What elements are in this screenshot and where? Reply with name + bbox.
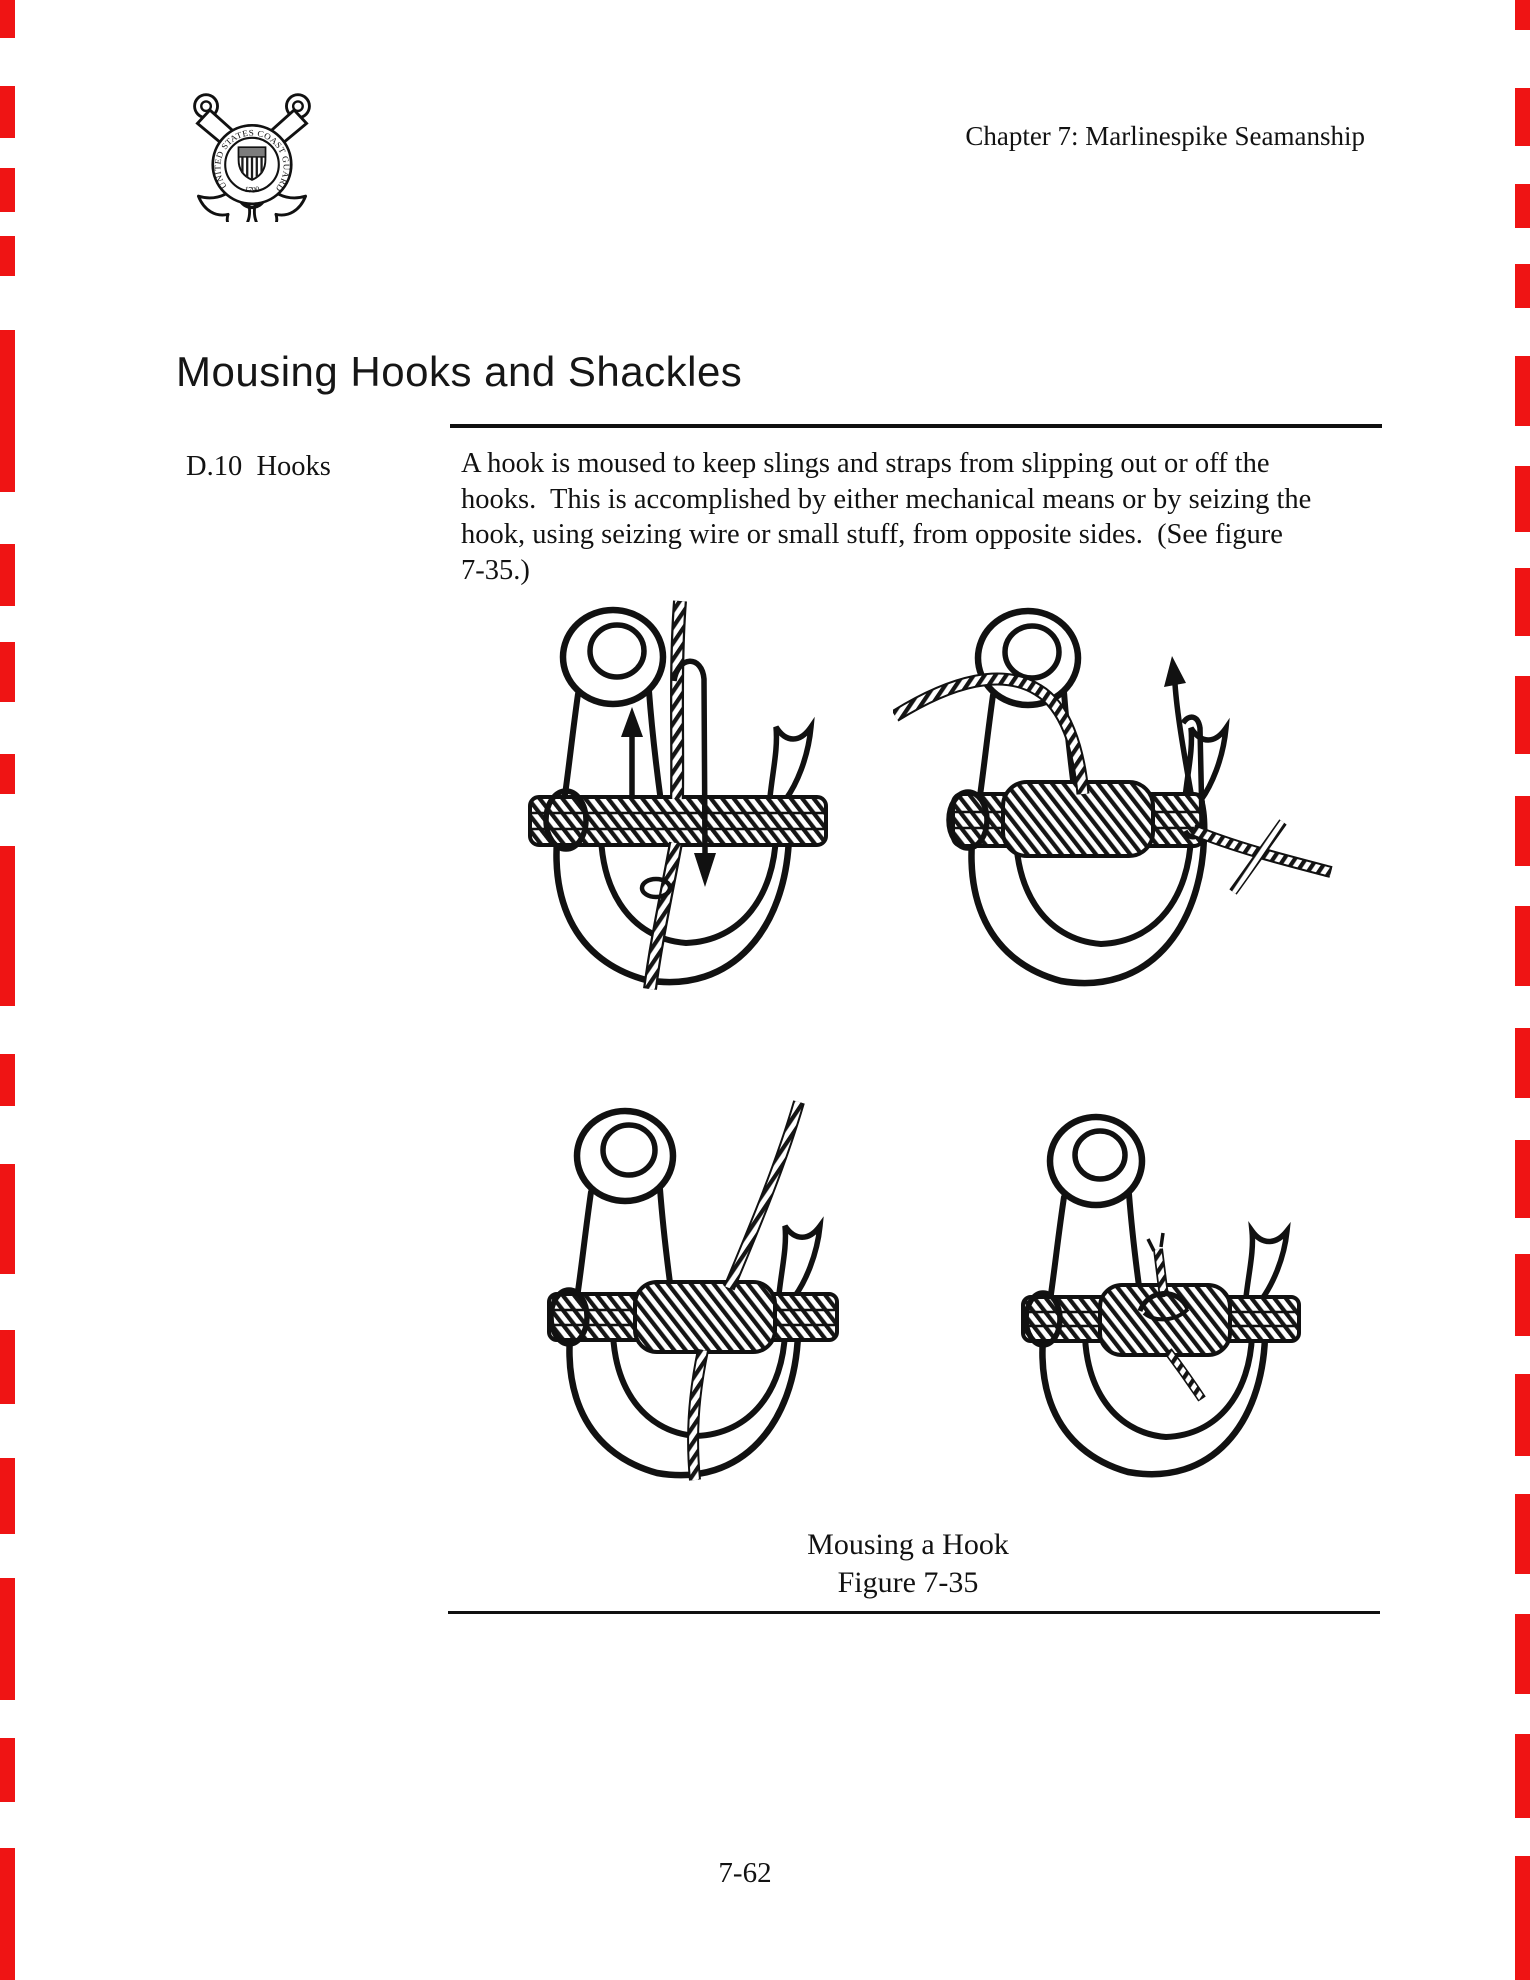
figure-step-4-hook-illustration — [1018, 1105, 1305, 1483]
bottom-rule — [448, 1611, 1380, 1614]
scan-edge-mark — [1515, 88, 1530, 146]
scan-edge-mark — [0, 330, 15, 492]
seal-ring-text: UNITED STATES COAST GUARD — [212, 127, 292, 194]
scan-edge-mark — [1515, 1734, 1530, 1818]
scan-edge-mark — [1515, 1028, 1530, 1098]
scan-edge-mark — [1515, 1374, 1530, 1456]
figure-step-1-hook-illustration — [528, 597, 832, 991]
scan-edge-mark — [0, 1458, 15, 1534]
scan-edge-mark — [1515, 0, 1530, 30]
scan-edge-mark — [1515, 466, 1530, 532]
scan-edge-mark — [1515, 676, 1530, 754]
body-line: hooks. This is accomplished by either mechanical means or by seizing the — [461, 483, 1312, 515]
scan-edge-mark — [0, 1054, 15, 1106]
scan-edge-mark — [0, 1330, 15, 1404]
scan-edge-mark — [1515, 796, 1530, 866]
scan-edge-mark — [1515, 1254, 1530, 1336]
scan-edge-mark — [0, 1164, 15, 1274]
right-edge-marks — [1515, 0, 1530, 1980]
page-title: Mousing Hooks and Shackles — [176, 348, 743, 395]
scan-edge-mark — [1515, 1494, 1530, 1574]
body-paragraph — [461, 446, 1396, 589]
chapter-header: Chapter 7: Marlinespike Seamanship — [965, 121, 1365, 151]
body-line: hook, using seizing wire or small stuff, from opposite sides. (See figure — [461, 519, 1283, 551]
scan-edge-mark — [1515, 264, 1530, 308]
scan-edge-mark — [1515, 1614, 1530, 1694]
figure-caption — [446, 1526, 1370, 1602]
scan-edge-mark — [0, 846, 15, 1006]
top-rule — [450, 424, 1382, 428]
scan-edge-mark — [1515, 1140, 1530, 1218]
body-line: A hook is moused to keep slings and straps from slipping out or off the — [461, 448, 1270, 479]
figure-step-3-hook-illustration — [543, 1098, 843, 1483]
scan-edge-mark — [0, 544, 15, 606]
scan-edge-mark — [1515, 184, 1530, 228]
page-number: 7-62 — [718, 1857, 772, 1889]
left-edge-marks — [0, 0, 15, 1980]
figure-step-2-hook-illustration — [893, 598, 1333, 990]
scan-edge-mark — [0, 754, 15, 794]
up-arrow-icon — [621, 707, 643, 737]
scan-edge-mark — [0, 236, 15, 276]
scan-edge-mark — [0, 1848, 15, 1980]
scan-edge-mark — [0, 1738, 15, 1802]
uscg-seal-logo — [184, 88, 320, 222]
scan-edge-mark — [0, 1578, 15, 1700]
scan-edge-mark — [0, 0, 15, 38]
figure-caption-number: Figure 7-35 — [837, 1566, 979, 1599]
scan-edge-mark — [0, 168, 15, 212]
scan-edge-mark — [1515, 356, 1530, 426]
scan-edge-mark — [1515, 906, 1530, 986]
up-arrow-icon — [1164, 656, 1186, 687]
scan-edge-mark — [1515, 1856, 1530, 1980]
body-line: 7-35.) — [461, 555, 530, 587]
section-label: D.10 Hooks — [186, 451, 331, 482]
down-arrow-icon — [694, 853, 716, 887]
scan-edge-mark — [1515, 568, 1530, 636]
figure-caption-title: Mousing a Hook — [807, 1528, 1009, 1561]
seal-year-text: 1790 — [243, 184, 261, 195]
scan-edge-mark — [0, 86, 15, 138]
scan-edge-mark — [0, 642, 15, 702]
